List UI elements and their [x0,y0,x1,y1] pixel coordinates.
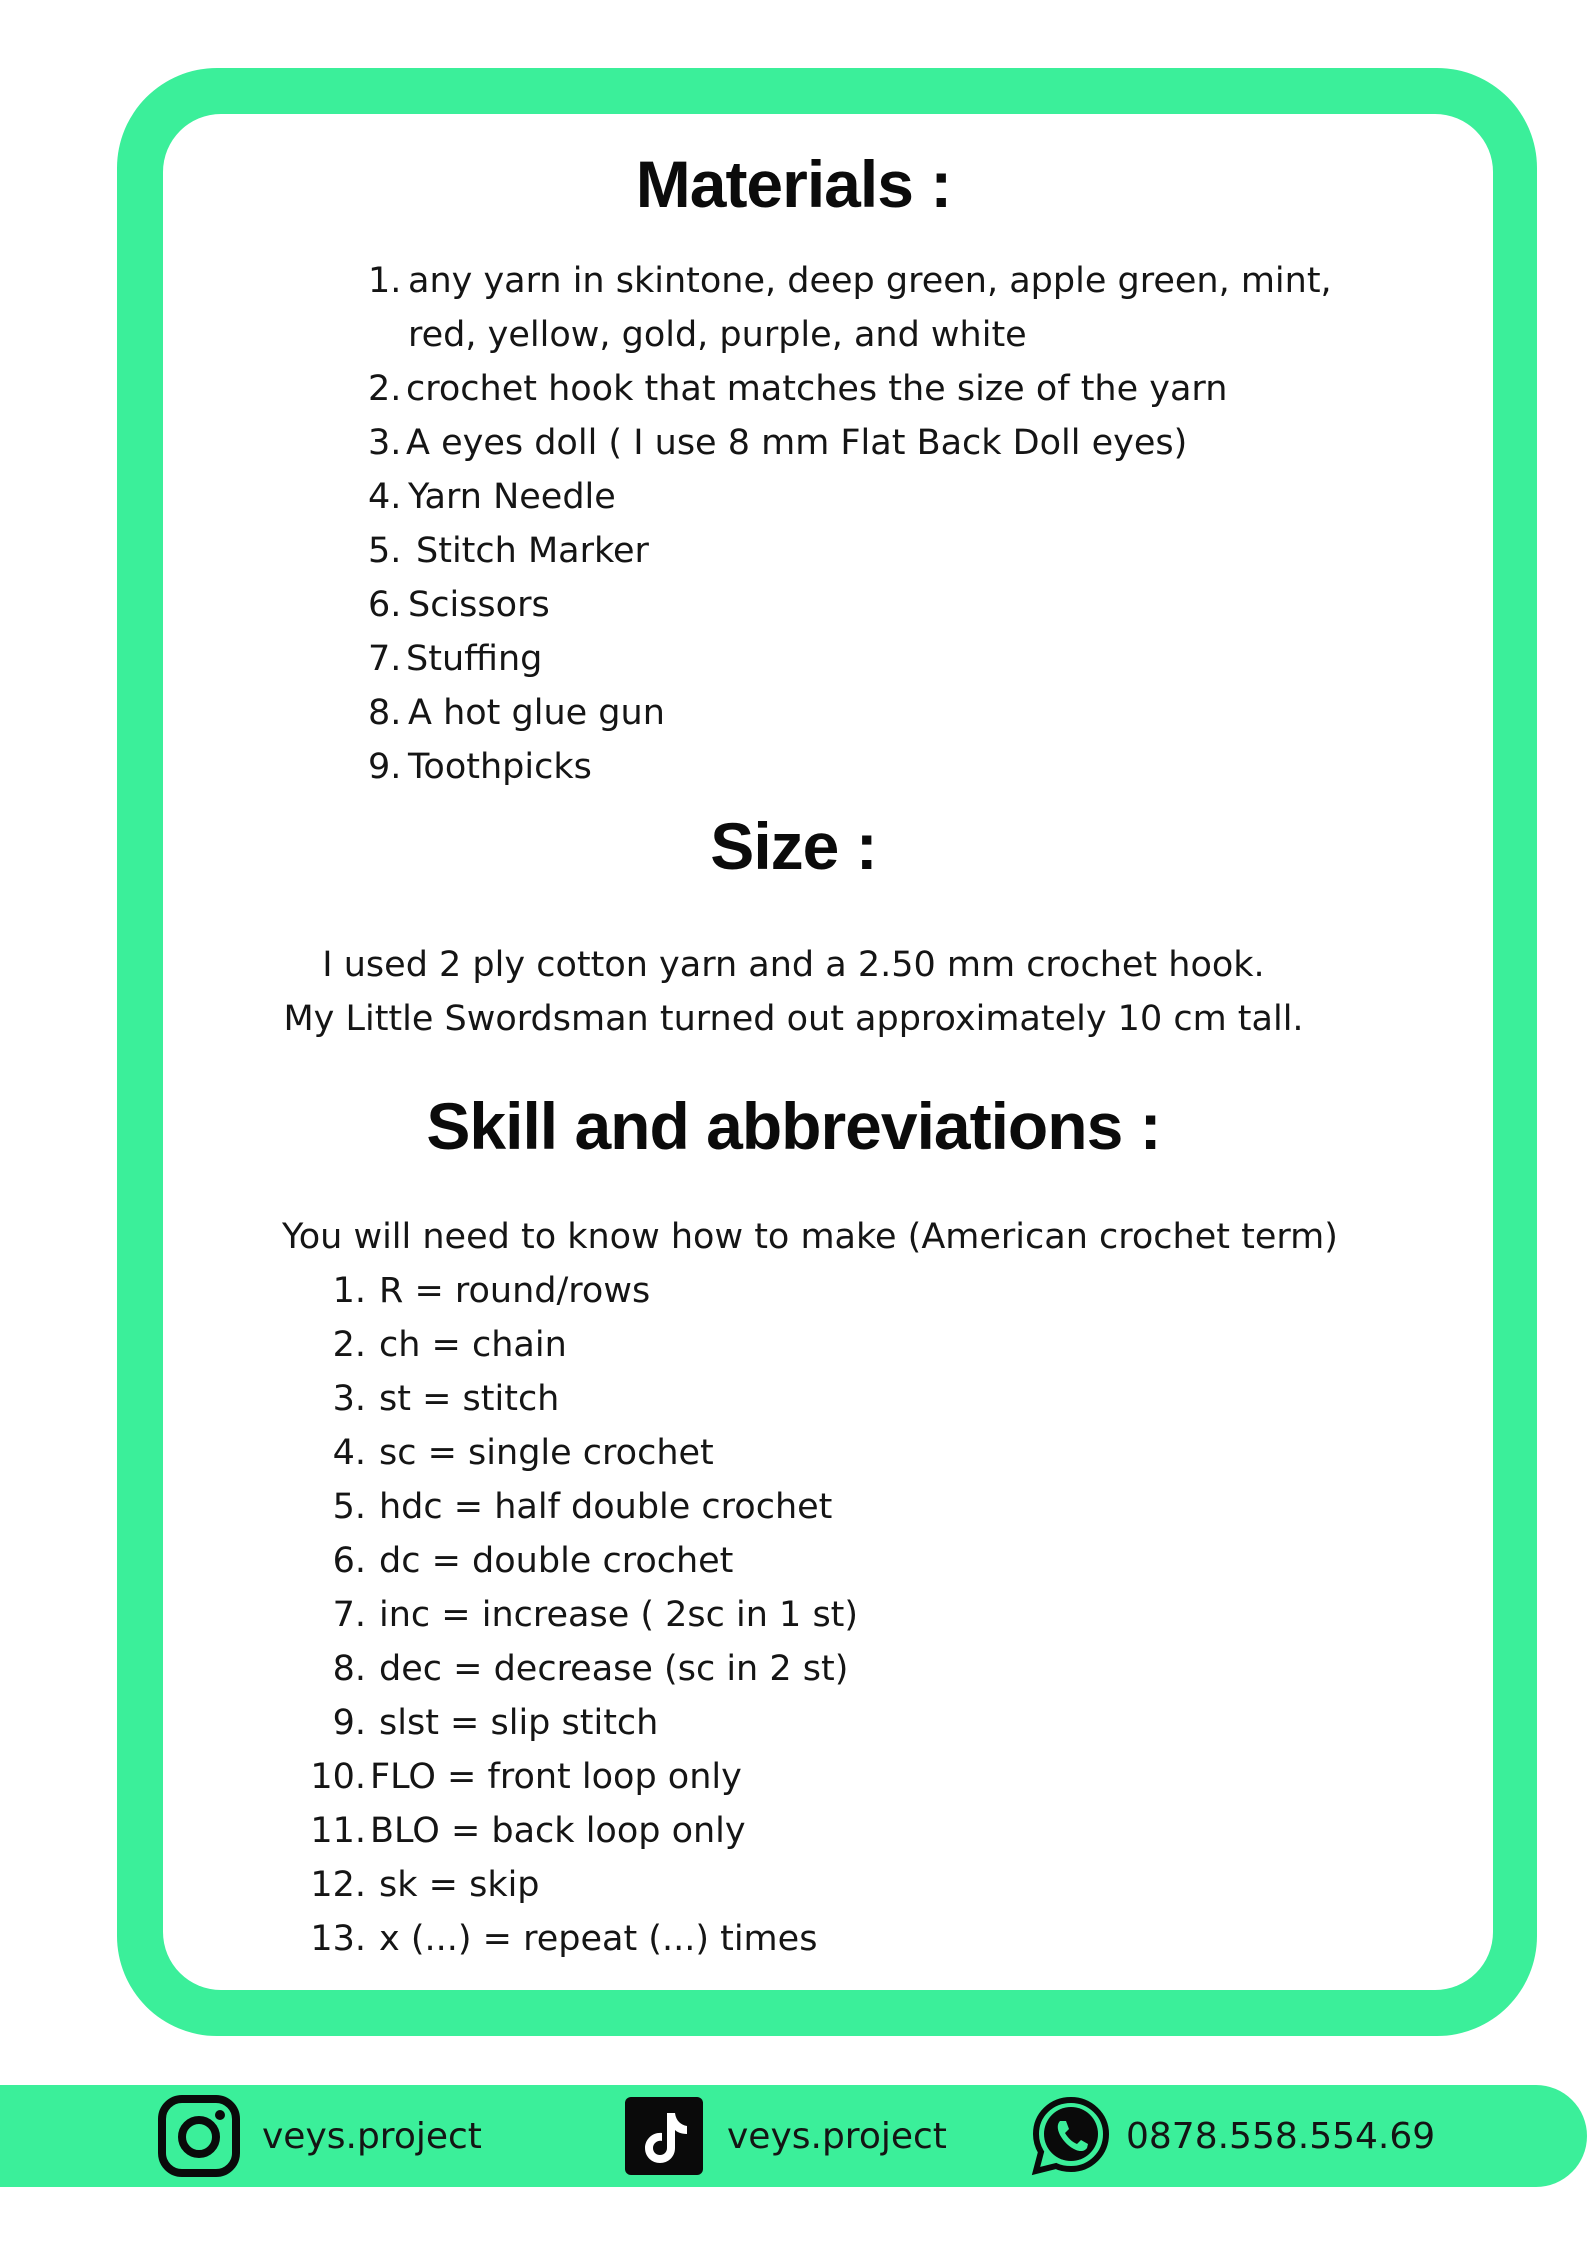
item-text: Stuffing [406,639,543,679]
item-text: crochet hook that matches the size of the yarn [406,369,1228,409]
item-text: sc = single crochet [379,1433,714,1473]
item-text: Yarn Needle [408,477,616,517]
item-text: dec = decrease (sc in 2 st) [379,1649,849,1689]
item-number: 8. [332,1649,366,1689]
item-text: Scissors [408,585,550,625]
item-text: A hot glue gun [408,693,665,733]
item-text: slst = slip stitch [379,1703,659,1743]
item-number: 7. [368,639,402,679]
social-footer [0,2085,1587,2187]
item-number: 2. [332,1325,366,1365]
item-text: inc = increase ( 2sc in 1 st) [379,1595,859,1635]
item-number: 3. [332,1379,366,1419]
whatsapp-icon [1030,2095,1112,2177]
skills-intro: You will need to know how to make (American crochet term) [282,1217,1338,1257]
size-description-line: My Little Swordsman turned out approximately 10 cm tall. [283,999,1304,1039]
size-description-line: I used 2 ply cotton yarn and a 2.50 mm crochet hook. [322,945,1265,985]
item-number: 13. [310,1919,366,1959]
item-number: 12. [310,1865,366,1905]
item-text: dc = double crochet [379,1541,734,1581]
item-text: A eyes doll ( I use 8 mm Flat Back Doll eyes) [406,423,1188,463]
item-text: Stitch Marker [416,531,649,571]
item-number: 6. [368,585,402,625]
item-number: 10. [310,1757,366,1797]
item-number: 8. [368,693,402,733]
item-text: hdc = half double crochet [379,1487,833,1527]
item-text: sk = skip [379,1865,540,1905]
item-text: any yarn in skintone, deep green, apple green, mint, [408,261,1332,301]
tiktok-link[interactable] [623,2085,947,2187]
item-text: ch = chain [379,1325,567,1365]
item-text: BLO = back loop only [370,1811,746,1851]
size-heading: Size : [710,809,877,883]
item-number: 4. [332,1433,366,1473]
item-text: R = round/rows [379,1271,651,1311]
list-item-continuation: red, yellow, gold, purple, and white [408,315,1027,355]
item-text: x (...) = repeat (...) times [379,1919,818,1959]
materials-heading: Materials : [635,147,952,221]
item-number: 3. [368,423,402,463]
whatsapp-link[interactable] [1030,2085,1435,2187]
item-number: 9. [368,747,402,787]
instagram-handle: veys.project [262,2115,482,2157]
item-number: 2. [368,369,402,409]
skills-heading: Skill and abbreviations : [426,1089,1161,1163]
item-number: 1. [332,1271,366,1311]
item-text: Toothpicks [408,747,592,787]
whatsapp-number: 0878.558.554.69 [1126,2115,1436,2157]
item-number: 1. [368,261,402,301]
instagram-link[interactable] [158,2085,482,2187]
tiktok-icon [623,2095,705,2177]
instagram-icon [158,2095,240,2177]
tiktok-handle: veys.project [727,2115,947,2157]
item-number: 9. [332,1703,366,1743]
item-text: st = stitch [379,1379,560,1419]
item-number: 7. [332,1595,366,1635]
item-text: FLO = front loop only [370,1757,742,1797]
item-number: 5. [368,531,402,571]
item-number: 4. [368,477,402,517]
item-number: 6. [332,1541,366,1581]
item-number: 11. [310,1811,366,1851]
item-number: 5. [332,1487,366,1527]
